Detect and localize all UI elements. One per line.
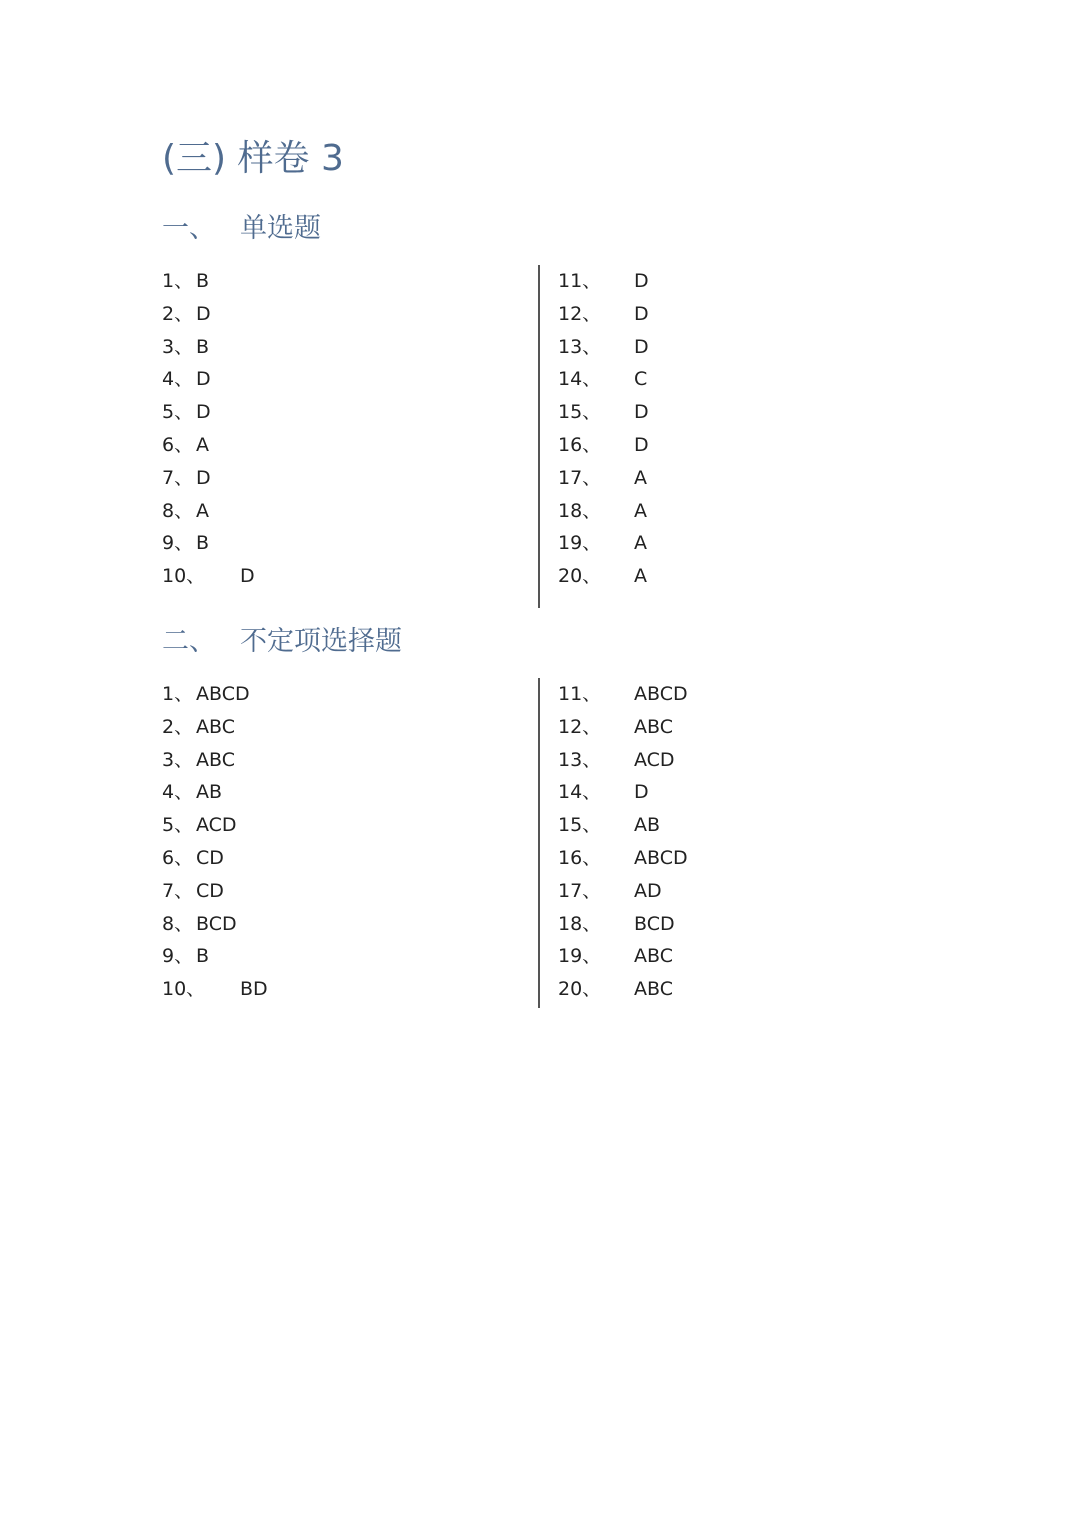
answer-row bbox=[162, 908, 522, 941]
answer-row bbox=[558, 678, 758, 711]
question-number: 9、 bbox=[162, 532, 194, 555]
answer-value: BD bbox=[240, 978, 268, 1001]
answer-row bbox=[162, 527, 522, 560]
question-number: 14、 bbox=[558, 781, 602, 804]
answer-row bbox=[558, 462, 758, 495]
column-divider bbox=[538, 678, 540, 1008]
answer-row bbox=[162, 678, 522, 711]
question-number: 10、 bbox=[162, 565, 206, 588]
question-number: 15、 bbox=[558, 814, 602, 837]
answer-row bbox=[558, 973, 758, 1006]
answer-value: BCD bbox=[196, 912, 237, 935]
answer-row bbox=[162, 842, 522, 875]
question-number: 3、 bbox=[162, 748, 194, 771]
answer-row bbox=[558, 298, 758, 331]
answer-value: ABC bbox=[634, 978, 673, 1001]
answer-row bbox=[558, 396, 758, 429]
answer-value: A bbox=[196, 433, 209, 456]
answer-value: B bbox=[196, 945, 210, 968]
answer-row bbox=[162, 396, 522, 429]
answer-value: AB bbox=[634, 814, 661, 837]
answer-row bbox=[162, 363, 522, 396]
answer-value: B bbox=[196, 532, 210, 555]
question-number: 18、 bbox=[558, 912, 602, 935]
section-heading-multiple-choice bbox=[162, 622, 402, 662]
question-number: 17、 bbox=[558, 879, 602, 902]
answer-value: D bbox=[196, 368, 211, 391]
answer-row bbox=[162, 560, 522, 593]
answer-row bbox=[558, 908, 758, 941]
question-number: 2、 bbox=[162, 302, 194, 325]
page-title: (三) 样卷 3 bbox=[162, 138, 344, 179]
answer-table-multiple-choice bbox=[162, 678, 722, 1008]
question-number: 6、 bbox=[162, 433, 194, 456]
section-title: 不定项选择题 bbox=[240, 626, 402, 657]
section-number: 一、 bbox=[162, 213, 216, 244]
answer-row bbox=[558, 331, 758, 364]
answer-value: D bbox=[196, 401, 211, 424]
answer-value: ACD bbox=[634, 748, 675, 771]
question-number: 11、 bbox=[558, 683, 602, 705]
answer-row bbox=[162, 875, 522, 908]
question-number: 11、 bbox=[558, 270, 602, 292]
answer-row bbox=[162, 940, 522, 973]
section-heading-single-choice bbox=[162, 209, 321, 249]
question-number: 2、 bbox=[162, 715, 194, 738]
question-number: 4、 bbox=[162, 781, 194, 804]
answer-row bbox=[558, 527, 758, 560]
answer-value: A bbox=[634, 499, 647, 522]
answer-value: D bbox=[634, 335, 649, 358]
question-number: 13、 bbox=[558, 748, 602, 771]
answer-value: D bbox=[196, 466, 211, 489]
answer-value: ACD bbox=[196, 814, 237, 837]
answer-value: CD bbox=[196, 846, 224, 869]
answer-value: D bbox=[634, 781, 649, 804]
answer-value: ABCD bbox=[196, 683, 250, 705]
answer-value: D bbox=[634, 433, 649, 456]
question-number: 5、 bbox=[162, 814, 194, 837]
answer-row bbox=[162, 809, 522, 842]
section-number: 二、 bbox=[162, 626, 216, 657]
answer-value: ABC bbox=[196, 715, 235, 738]
answer-row bbox=[558, 940, 758, 973]
answer-column-left bbox=[162, 678, 522, 1006]
question-number: 20、 bbox=[558, 978, 602, 1001]
section-title: 单选题 bbox=[240, 213, 321, 244]
column-divider bbox=[538, 265, 540, 608]
question-number: 15、 bbox=[558, 401, 602, 424]
answer-column-right bbox=[558, 265, 758, 593]
question-number: 16、 bbox=[558, 433, 602, 456]
answer-value: D bbox=[196, 302, 211, 325]
question-number: 6、 bbox=[162, 846, 194, 869]
answer-value: AB bbox=[196, 781, 223, 804]
answer-row bbox=[558, 711, 758, 744]
question-number: 14、 bbox=[558, 368, 602, 391]
answer-table-single-choice bbox=[162, 265, 722, 608]
answer-value: D bbox=[634, 302, 649, 325]
question-number: 7、 bbox=[162, 879, 194, 902]
question-number: 18、 bbox=[558, 499, 602, 522]
question-number: 16、 bbox=[558, 846, 602, 869]
answer-value: ABCD bbox=[634, 846, 688, 869]
answer-value: A bbox=[634, 565, 647, 588]
answer-value: BCD bbox=[634, 912, 675, 935]
question-number: 10、 bbox=[162, 978, 206, 1001]
answer-value: CD bbox=[196, 879, 224, 902]
answer-value: A bbox=[196, 499, 209, 522]
answer-value: D bbox=[240, 565, 255, 588]
answer-row bbox=[162, 744, 522, 777]
answer-row bbox=[558, 809, 758, 842]
answer-value: B bbox=[196, 335, 210, 358]
answer-value: ABC bbox=[634, 945, 673, 968]
answer-value: ABC bbox=[634, 715, 673, 738]
question-number: 12、 bbox=[558, 715, 602, 738]
answer-column-left bbox=[162, 265, 522, 593]
question-number: 17、 bbox=[558, 466, 602, 489]
answer-value: B bbox=[196, 270, 210, 292]
answer-row bbox=[558, 265, 758, 298]
answer-row bbox=[558, 560, 758, 593]
question-number: 20、 bbox=[558, 565, 602, 588]
question-number: 12、 bbox=[558, 302, 602, 325]
answer-row bbox=[162, 298, 522, 331]
question-number: 7、 bbox=[162, 466, 194, 489]
question-number: 3、 bbox=[162, 335, 194, 358]
question-number: 5、 bbox=[162, 401, 194, 424]
answer-row bbox=[162, 462, 522, 495]
question-number: 19、 bbox=[558, 945, 602, 968]
question-number: 1、 bbox=[162, 270, 194, 292]
answer-row bbox=[558, 495, 758, 528]
answer-value: D bbox=[634, 270, 649, 292]
question-number: 4、 bbox=[162, 368, 194, 391]
answer-row bbox=[162, 265, 522, 298]
answer-row bbox=[558, 875, 758, 908]
answer-value: AD bbox=[634, 879, 662, 902]
question-number: 8、 bbox=[162, 912, 194, 935]
answer-column-right bbox=[558, 678, 758, 1006]
answer-row bbox=[558, 429, 758, 462]
answer-value: D bbox=[634, 401, 649, 424]
answer-value: ABC bbox=[196, 748, 235, 771]
answer-row bbox=[558, 363, 758, 396]
answer-value: A bbox=[634, 532, 647, 555]
answer-row bbox=[162, 331, 522, 364]
answer-row bbox=[558, 842, 758, 875]
question-number: 9、 bbox=[162, 945, 194, 968]
answer-row bbox=[558, 776, 758, 809]
question-number: 1、 bbox=[162, 683, 194, 705]
question-number: 8、 bbox=[162, 499, 194, 522]
answer-value: C bbox=[634, 368, 648, 391]
answer-row bbox=[162, 776, 522, 809]
answer-row bbox=[162, 495, 522, 528]
answer-row bbox=[558, 744, 758, 777]
answer-value: ABCD bbox=[634, 683, 688, 705]
question-number: 13、 bbox=[558, 335, 602, 358]
answer-value: A bbox=[634, 466, 647, 489]
answer-row bbox=[162, 711, 522, 744]
answer-row bbox=[162, 973, 522, 1006]
answer-row bbox=[162, 429, 522, 462]
question-number: 19、 bbox=[558, 532, 602, 555]
